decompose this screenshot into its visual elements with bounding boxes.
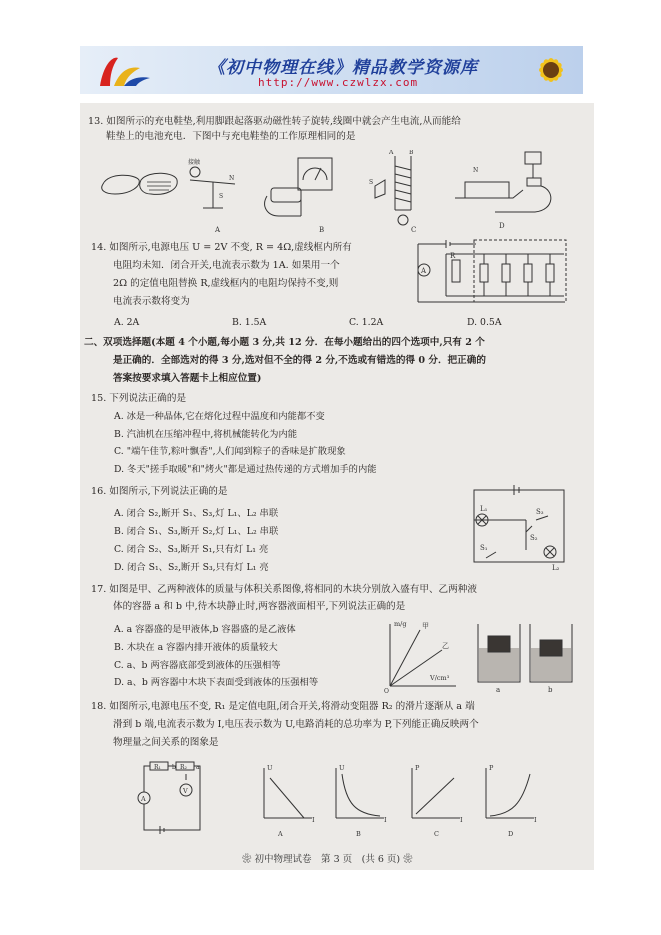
q16-option-d: D. 闭合 S₁、S₂,断开 S₃,只有灯 L₁ 亮	[114, 562, 269, 573]
q18-a-label: a	[196, 764, 200, 771]
q16-s3-label: S₃	[536, 508, 544, 516]
q14-option-d: D. 0.5A	[467, 317, 502, 328]
q18-graph-b	[336, 768, 384, 818]
q18-graph-c	[412, 768, 460, 818]
q18-graph-d-y: P	[489, 764, 494, 772]
q15-option-d: D. 冬天"搓手取暖"和"烤火"都是通过热传递的方式增加手的内能	[114, 464, 377, 475]
q15-option-c: C. "端午佳节,粽叶飘香",人们闻到粽子的香味是扩散现象	[114, 446, 346, 457]
q18-graph-b-y: U	[339, 764, 345, 772]
header-banner	[80, 46, 583, 94]
q18-line-2: 滑到 b 端,电流表示数为 I,电压表示数为 U,电路消耗的总功率为 P,下列能正确反映两个	[113, 719, 479, 730]
section2-line-3: 答案按要求填入答题卡上相应位置)	[113, 373, 262, 384]
q18-r2-label: R₂	[180, 764, 187, 771]
q18-graph-b-x: I	[384, 816, 387, 824]
q17-option-c: C. a、b 两容器底部受到液体的压强相等	[114, 660, 281, 671]
q17-figure	[380, 618, 580, 694]
q18-graph-a	[264, 768, 312, 818]
q15-option-b: B. 汽油机在压缩冲程中,将机械能转化为内能	[114, 429, 298, 440]
q18-graph-d-x: I	[534, 816, 537, 824]
q18-graphs	[250, 760, 540, 840]
q16-option-a: A. 闭合 S₂,断开 S₁、S₃,灯 L₁、L₂ 串联	[114, 508, 279, 519]
q15-stem: 15. 下列说法正确的是	[91, 393, 187, 404]
q17-graph-line2: 乙	[442, 642, 449, 650]
q13-fig-label-b: B	[319, 226, 325, 234]
q18-b-label: b	[172, 764, 176, 771]
header-title: 《初中物理在线》精品教学资源库	[208, 58, 478, 78]
svg-text:N: N	[473, 167, 479, 174]
q18-graph-c-label: C	[434, 830, 439, 838]
footer-ornament-left-icon: ❀	[242, 854, 252, 865]
q18-r1-label: R₁	[154, 764, 161, 771]
q16-option-c: C. 闭合 S₂、S₃,断开 S₁,只有灯 L₁ 亮	[114, 544, 269, 555]
q18-circuit-diagram	[130, 760, 220, 836]
q16-s1-label: S₁	[480, 544, 488, 552]
q18-graph-a-y: U	[267, 764, 273, 772]
q14-line-3: 2Ω 的定值电阻替换 R,虚线框内的电阻均保持不变,则	[113, 278, 339, 289]
section2-line-1: 二、双项选择题(本题 4 个小题,每小题 3 分,共 12 分．在每小题给出的四个选项中,只有 2 个	[84, 337, 485, 348]
q13-line-2: 鞋垫上的电池充电．下图中与充电鞋垫的工作原理相同的是	[106, 131, 356, 142]
site-logo-icon	[94, 52, 152, 90]
q17-graph-ylabel: m/g	[394, 620, 407, 628]
q16-circuit-diagram	[466, 480, 576, 572]
section2-line-2: 是正确的．全部选对的得 3 分,选对但不全的得 2 分,不选或有错选的得 0 分．把正确的	[113, 355, 486, 366]
q13-fig-label-a: A	[215, 226, 221, 234]
figure-a-apparatus	[188, 158, 235, 208]
q18-line-1: 18. 如图所示,电源电压不变, R₁ 是定值电阻,闭合开关,将滑动变阻器 R₂ 的滑片逐渐从 a 端	[91, 701, 475, 712]
svg-text:接触: 接触	[188, 159, 201, 166]
q17-line-2: 体的容器 a 和 b 中,待木块静止时,两容器液面相平,下列说法正确的是	[113, 601, 406, 612]
q17-graph-line1: 甲	[422, 622, 429, 630]
svg-text:B: B	[409, 150, 414, 156]
q17-option-a: A. a 容器盛的是甲液体,b 容器盛的是乙液体	[114, 624, 296, 635]
q18-graph-a-x: I	[312, 816, 315, 824]
q18-graph-c-x: I	[460, 816, 463, 824]
svg-text:N: N	[229, 175, 235, 182]
q14-circuit-diagram	[406, 236, 576, 308]
q14-line-4: 电流表示数将变为	[113, 296, 190, 307]
q17-option-d: D. a、b 两容器中木块下表面受到液体的压强相等	[114, 677, 319, 688]
q14-option-c: C. 1.2A	[349, 317, 384, 328]
page-footer	[242, 851, 413, 865]
sunflower-icon	[523, 48, 579, 92]
figure-b-apparatus	[265, 158, 332, 216]
q18-graph-c-y: P	[415, 764, 420, 772]
q18-voltmeter-label: V	[183, 787, 188, 795]
q16-s2-label: S₂	[530, 534, 538, 542]
q17-container-a-label: a	[496, 686, 501, 694]
svg-text:S: S	[369, 179, 374, 186]
q13-figures	[95, 150, 585, 232]
q17-graph-origin: O	[384, 688, 389, 694]
q16-option-b: B. 闭合 S₁、S₃,断开 S₂,灯 L₁、L₂ 串联	[114, 526, 279, 537]
q13-fig-label-d: D	[499, 222, 505, 230]
q14-ammeter-label: A	[421, 267, 427, 275]
q17-line-1: 17. 如图是甲、乙两种液体的质量与体积关系图像,将相同的木块分别放入盛有甲、乙两种液	[91, 584, 477, 595]
q17-container-a	[478, 624, 520, 682]
q17-container-b	[530, 624, 572, 682]
q17-container-b-label: b	[548, 686, 553, 694]
q17-graph-xlabel: V/cm³	[430, 674, 450, 682]
svg-text:S: S	[219, 193, 224, 200]
shoe-insole-figure	[102, 173, 177, 194]
q18-graph-d-label: D	[508, 830, 514, 838]
q16-l2-label: L₂	[552, 564, 560, 572]
q16-l1-label: L₁	[480, 505, 488, 513]
q18-ammeter-label: A	[141, 795, 146, 803]
q18-line-3: 物理量之间关系的图象是	[113, 737, 219, 748]
q18-graph-b-label: B	[356, 830, 361, 838]
q17-option-b: B. 木块在 a 容器内排开液体的质量较大	[114, 642, 278, 653]
q13-fig-label-c: C	[411, 226, 417, 234]
q18-graph-d	[486, 768, 534, 818]
q13-line-1: 13. 如图所示的充电鞋垫,利用脚跟起落驱动磁性转子旋转,线圈中就会产生电流,从而能给	[88, 116, 461, 127]
header-url[interactable]: http://www.czwlzx.com	[258, 76, 419, 89]
q15-option-a: A. 冰是一种晶体,它在熔化过程中温度和内能都不变	[114, 411, 325, 422]
q14-resistor-label: R	[450, 252, 456, 260]
svg-text:A: A	[389, 150, 394, 156]
q14-option-b: B. 1.5A	[232, 317, 267, 328]
q14-option-a: A. 2A	[114, 317, 140, 328]
q14-line-2: 电阻均未知．闭合开关,电流表示数为 1A. 如果用一个	[113, 260, 340, 271]
q18-graph-a-label: A	[278, 830, 283, 838]
q16-stem: 16. 如图所示,下列说法正确的是	[91, 486, 228, 497]
figure-c-apparatus	[369, 150, 414, 225]
figure-d-apparatus	[455, 152, 551, 212]
q14-line-1: 14. 如图所示,电源电压 U = 2V 不变, R = 4Ω,虚线框内所有	[91, 242, 352, 253]
footer-ornament-right-icon: ❀	[403, 854, 413, 865]
footer-text: 初中物理试卷 第 3 页 (共 6 页)	[254, 854, 401, 865]
